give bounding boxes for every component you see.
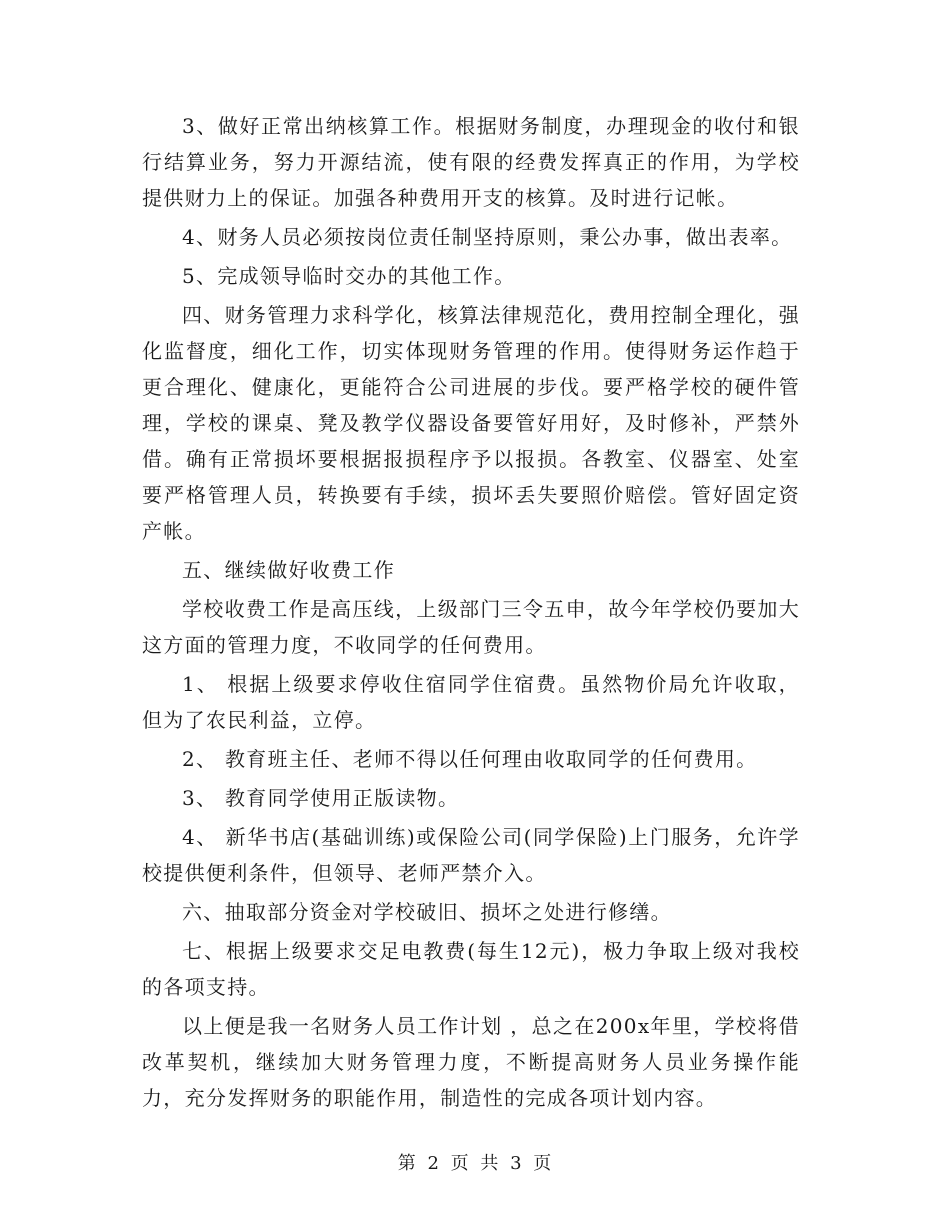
paragraph: 1、 根据上级要求停收住宿同学住宿费。虽然物价局允许收取，但为了农民利益，立停。 [142, 672, 800, 732]
paragraph: 六、抽取部分资金对学校破旧、损坏之处进行修缮。 [182, 900, 672, 924]
paragraph: 以上便是我一名财务人员工作计划 ，总之在200x年里，学校将借改革契机，继续加大财务管理力度，不断提高财务人员业务操作能力，充分发挥财务的职能作用，制造性的完成各项计划内容。 [142, 1014, 800, 1110]
paragraph: 四、财务管理力求科学化，核算法律规范化，费用控制全理化，强化监督度，细化工作，切实体现财务管理的作用。使得财务运作趋于更合理化、健康化，更能符合公司进展的步伐。要严格学校的硬件管理，学校的课桌、凳及教学仪器设备要管好用好，及时修补，严禁外借。确有正常损坏要根据报损程序予以报损。各教室、仪器室、处室要严格管理人员，转换要有手续，损坏丢失要照价赔偿。管好固定资产帐。 [142, 303, 800, 543]
paragraph: 七、根据上级要求交足电教费(每生12元)，极力争取上级对我校的各项支持。 [142, 939, 800, 999]
page-number-footer: 第 2 页 共 3 页 [397, 1153, 553, 1174]
paragraph: 4、财务人员必须按岗位责任制坚持原则，秉公办事，做出表率。 [182, 225, 793, 249]
document-body [142, 108, 800, 1119]
paragraph: 5、完成领导临时交办的其他工作。 [182, 264, 516, 288]
paragraph: 4、 新华书店(基础训练)或保险公司(同学保险)上门服务，允许学校提供便利条件，但领导、老师严禁介入。 [142, 825, 800, 885]
paragraph: 2、 教育班主任、老师不得以任何理由收取同学的任何费用。 [182, 747, 758, 771]
paragraph: 3、 教育同学使用正版读物。 [182, 786, 460, 810]
paragraph: 3、做好正常出纳核算工作。根据财务制度，办理现金的收付和银行结算业务，努力开源结流，使有限的经费发挥真正的作用，为学校提供财力上的保证。加强各种费用开支的核算。及时进行记帐。 [142, 114, 800, 210]
section-heading: 五、继续做好收费工作 [182, 558, 395, 582]
paragraph: 学校收费工作是高压线，上级部门三令五申，故今年学校仍要加大这方面的管理力度，不收同学的任何费用。 [142, 597, 800, 657]
